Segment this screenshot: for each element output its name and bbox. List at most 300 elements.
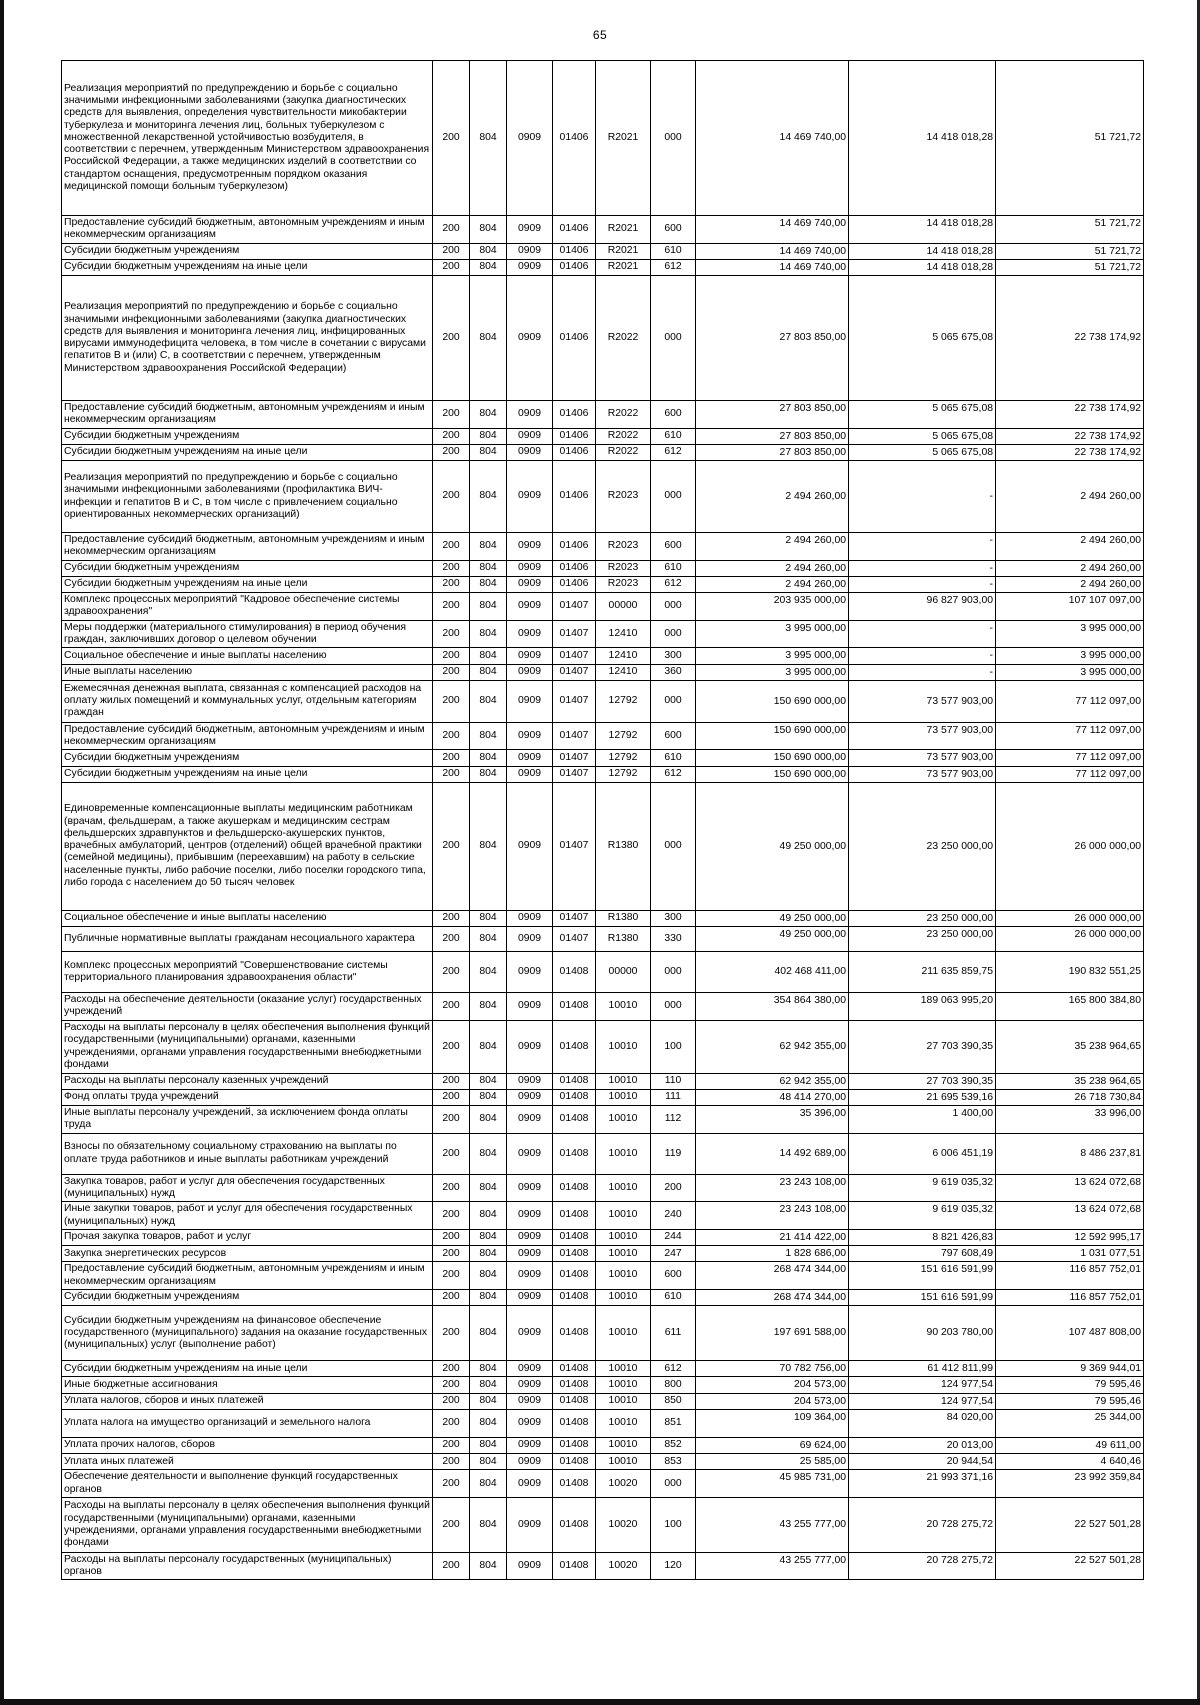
code-6: 612	[651, 444, 696, 460]
code-1: 200	[433, 1437, 470, 1453]
code-4: 01407	[553, 782, 596, 910]
code-6: 000	[651, 461, 696, 533]
value-3: 2 494 260,00	[996, 560, 1144, 576]
code-5: R2022	[596, 401, 651, 429]
value-2: 8 821 426,83	[849, 1229, 996, 1245]
table-row	[62, 1306, 1144, 1361]
table-row	[62, 428, 1144, 444]
code-2: 804	[470, 461, 507, 533]
value-1: 27 803 850,00	[696, 401, 849, 429]
code-1: 200	[433, 1133, 470, 1174]
code-5: R2022	[596, 444, 651, 460]
value-2: 96 827 903,00	[849, 593, 996, 621]
code-6: 600	[651, 401, 696, 429]
code-5: 10010	[596, 1409, 651, 1437]
code-6: 119	[651, 1133, 696, 1174]
row-name: Меры поддержки (материального стимулирования) в период обучения граждан, заключивших договор о целевом обучении	[62, 620, 433, 648]
value-2: 5 065 675,08	[849, 276, 996, 401]
value-3: 107 107 097,00	[996, 593, 1144, 621]
code-1: 200	[433, 910, 470, 926]
value-2: 14 418 018,28	[849, 216, 996, 244]
code-4: 01406	[553, 444, 596, 460]
code-2: 804	[470, 1454, 507, 1470]
value-3: 13 624 072,68	[996, 1174, 1144, 1202]
code-1: 200	[433, 444, 470, 460]
code-5: R2021	[596, 216, 651, 244]
row-name: Расходы на выплаты персоналу в целях обеспечения выполнения функций государственными (муниципальными) органами, казенными учреждениями, органами управления государственными внебюджетными фондами	[62, 1020, 433, 1073]
value-2: 1 400,00	[849, 1106, 996, 1134]
value-2: 9 619 035,32	[849, 1202, 996, 1230]
row-name: Предоставление субсидий бюджетным, автономным учреждениям и иным некоммерческим организациям	[62, 1262, 433, 1290]
code-6: 610	[651, 750, 696, 766]
code-2: 804	[470, 1470, 507, 1498]
code-4: 01407	[553, 593, 596, 621]
row-name: Субсидии бюджетным учреждениям	[62, 1289, 433, 1305]
value-3: 165 800 384,80	[996, 993, 1144, 1021]
code-3: 0909	[507, 1262, 553, 1290]
row-name: Реализация мероприятий по предупреждению и борьбе с социально значимыми инфекционными заболеваниями (профилактика ВИЧ-инфекции и гепатитов B и C, в том числе с привлечением социально ориентированных некоммерческих организаций)	[62, 461, 433, 533]
row-name: Социальное обеспечение и иные выплаты населению	[62, 910, 433, 926]
row-name: Субсидии бюджетным учреждениям	[62, 750, 433, 766]
code-1: 200	[433, 664, 470, 680]
code-5: 10010	[596, 1089, 651, 1105]
value-3: 107 487 808,00	[996, 1306, 1144, 1361]
value-2: -	[849, 461, 996, 533]
code-3: 0909	[507, 243, 553, 259]
code-2: 804	[470, 1289, 507, 1305]
table-row	[62, 680, 1144, 722]
code-1: 200	[433, 1073, 470, 1089]
table-row	[62, 1174, 1144, 1202]
table-row	[62, 1202, 1144, 1230]
value-2: 73 577 903,00	[849, 722, 996, 750]
value-3: 22 738 174,92	[996, 428, 1144, 444]
code-3: 0909	[507, 1552, 553, 1580]
code-6: 610	[651, 243, 696, 259]
value-3: 1 031 077,51	[996, 1246, 1144, 1262]
value-1: 23 243 108,00	[696, 1174, 849, 1202]
code-3: 0909	[507, 1497, 553, 1552]
code-4: 01406	[553, 461, 596, 533]
code-4: 01407	[553, 927, 596, 952]
table-row	[62, 401, 1144, 429]
code-3: 0909	[507, 1393, 553, 1409]
value-1: 45 985 731,00	[696, 1470, 849, 1498]
value-3: 49 611,00	[996, 1437, 1144, 1453]
value-2: 211 635 859,75	[849, 952, 996, 993]
value-1: 14 469 740,00	[696, 61, 849, 216]
code-3: 0909	[507, 1454, 553, 1470]
code-6: 300	[651, 648, 696, 664]
value-2: 20 013,00	[849, 1437, 996, 1453]
code-2: 804	[470, 927, 507, 952]
value-2: 20 944,54	[849, 1454, 996, 1470]
table-row	[62, 1289, 1144, 1305]
row-name: Уплата прочих налогов, сборов	[62, 1437, 433, 1453]
code-4: 01407	[553, 648, 596, 664]
code-1: 200	[433, 1470, 470, 1498]
code-2: 804	[470, 444, 507, 460]
value-1: 14 469 740,00	[696, 216, 849, 244]
code-4: 01407	[553, 620, 596, 648]
code-6: 611	[651, 1306, 696, 1361]
table-row	[62, 593, 1144, 621]
table-row	[62, 910, 1144, 926]
code-1: 200	[433, 782, 470, 910]
code-1: 200	[433, 1377, 470, 1393]
table-row	[62, 533, 1144, 561]
value-2: 189 063 995,20	[849, 993, 996, 1021]
code-6: 851	[651, 1409, 696, 1437]
code-2: 804	[470, 664, 507, 680]
code-5: 10010	[596, 1393, 651, 1409]
value-1: 48 414 270,00	[696, 1089, 849, 1105]
code-4: 01407	[553, 910, 596, 926]
code-2: 804	[470, 1361, 507, 1377]
code-1: 200	[433, 1246, 470, 1262]
code-4: 01408	[553, 1106, 596, 1134]
table-row	[62, 1246, 1144, 1262]
table-row	[62, 993, 1144, 1021]
value-1: 2 494 260,00	[696, 560, 849, 576]
code-4: 01407	[553, 664, 596, 680]
code-1: 200	[433, 1229, 470, 1245]
code-6: 600	[651, 533, 696, 561]
code-3: 0909	[507, 1202, 553, 1230]
table-row	[62, 1089, 1144, 1105]
table-row	[62, 216, 1144, 244]
value-2: -	[849, 620, 996, 648]
code-3: 0909	[507, 1470, 553, 1498]
value-1: 3 995 000,00	[696, 620, 849, 648]
table-body	[62, 61, 1144, 1580]
value-2: 23 250 000,00	[849, 910, 996, 926]
code-4: 01406	[553, 259, 596, 275]
code-6: 000	[651, 1470, 696, 1498]
code-3: 0909	[507, 1020, 553, 1073]
value-3: 13 624 072,68	[996, 1202, 1144, 1230]
code-3: 0909	[507, 993, 553, 1021]
code-3: 0909	[507, 1174, 553, 1202]
code-1: 200	[433, 722, 470, 750]
code-4: 01408	[553, 1454, 596, 1470]
code-5: 12792	[596, 766, 651, 782]
code-3: 0909	[507, 1229, 553, 1245]
value-1: 268 474 344,00	[696, 1289, 849, 1305]
row-name: Субсидии бюджетным учреждениям на иные цели	[62, 444, 433, 460]
code-6: 300	[651, 910, 696, 926]
row-name: Предоставление субсидий бюджетным, автономным учреждениям и иным некоммерческим организациям	[62, 533, 433, 561]
value-1: 204 573,00	[696, 1393, 849, 1409]
code-2: 804	[470, 952, 507, 993]
code-4: 01408	[553, 1497, 596, 1552]
code-4: 01406	[553, 61, 596, 216]
code-2: 804	[470, 1409, 507, 1437]
value-1: 43 255 777,00	[696, 1497, 849, 1552]
value-3: 26 000 000,00	[996, 782, 1144, 910]
code-1: 200	[433, 1174, 470, 1202]
code-5: 10010	[596, 1073, 651, 1089]
code-3: 0909	[507, 782, 553, 910]
table-row	[62, 1409, 1144, 1437]
code-5: R2023	[596, 576, 651, 592]
code-6: 100	[651, 1497, 696, 1552]
code-6: 850	[651, 1393, 696, 1409]
code-5: R1380	[596, 782, 651, 910]
code-4: 01408	[553, 1377, 596, 1393]
code-4: 01407	[553, 680, 596, 722]
code-5: R2021	[596, 259, 651, 275]
table-row	[62, 61, 1144, 216]
code-5: 10010	[596, 1174, 651, 1202]
table-row	[62, 1454, 1144, 1470]
row-name: Расходы на выплаты персоналу государственных (муниципальных) органов	[62, 1552, 433, 1580]
row-name: Уплата налога на имущество организаций и земельного налога	[62, 1409, 433, 1437]
code-2: 804	[470, 1133, 507, 1174]
code-2: 804	[470, 1393, 507, 1409]
row-name: Субсидии бюджетным учреждениям на иные цели	[62, 259, 433, 275]
code-2: 804	[470, 1174, 507, 1202]
table-row	[62, 952, 1144, 993]
code-2: 804	[470, 782, 507, 910]
table-row	[62, 722, 1144, 750]
code-2: 804	[470, 533, 507, 561]
table-row	[62, 576, 1144, 592]
table-row	[62, 1106, 1144, 1134]
value-2: 73 577 903,00	[849, 750, 996, 766]
row-name: Закупка энергетических ресурсов	[62, 1246, 433, 1262]
code-4: 01408	[553, 1089, 596, 1105]
code-3: 0909	[507, 766, 553, 782]
code-2: 804	[470, 1073, 507, 1089]
code-2: 804	[470, 216, 507, 244]
code-4: 01408	[553, 1133, 596, 1174]
value-2: 6 006 451,19	[849, 1133, 996, 1174]
code-2: 804	[470, 750, 507, 766]
code-2: 804	[470, 1246, 507, 1262]
value-3: 26 718 730,84	[996, 1089, 1144, 1105]
value-2: 21 993 371,16	[849, 1470, 996, 1498]
code-4: 01408	[553, 1174, 596, 1202]
value-1: 49 250 000,00	[696, 910, 849, 926]
code-2: 804	[470, 428, 507, 444]
code-4: 01406	[553, 428, 596, 444]
code-3: 0909	[507, 401, 553, 429]
value-2: -	[849, 648, 996, 664]
value-1: 1 828 686,00	[696, 1246, 849, 1262]
row-name: Иные выплаты населению	[62, 664, 433, 680]
value-3: 116 857 752,01	[996, 1262, 1144, 1290]
code-1: 200	[433, 1106, 470, 1134]
table-row	[62, 1377, 1144, 1393]
code-1: 200	[433, 648, 470, 664]
code-1: 200	[433, 766, 470, 782]
value-2: 61 412 811,99	[849, 1361, 996, 1377]
table-row	[62, 782, 1144, 910]
code-1: 200	[433, 1393, 470, 1409]
table-row	[62, 1393, 1144, 1409]
code-4: 01407	[553, 766, 596, 782]
code-3: 0909	[507, 259, 553, 275]
code-6: 000	[651, 680, 696, 722]
code-5: 10010	[596, 1106, 651, 1134]
code-2: 804	[470, 648, 507, 664]
value-1: 150 690 000,00	[696, 722, 849, 750]
code-4: 01406	[553, 276, 596, 401]
code-3: 0909	[507, 1133, 553, 1174]
value-2: 151 616 591,99	[849, 1262, 996, 1290]
value-1: 69 624,00	[696, 1437, 849, 1453]
code-2: 804	[470, 1377, 507, 1393]
value-1: 150 690 000,00	[696, 766, 849, 782]
row-name: Субсидии бюджетным учреждениям на иные цели	[62, 1361, 433, 1377]
code-4: 01408	[553, 1289, 596, 1305]
value-3: 51 721,72	[996, 61, 1144, 216]
code-2: 804	[470, 1437, 507, 1453]
value-1: 27 803 850,00	[696, 428, 849, 444]
code-6: 000	[651, 993, 696, 1021]
code-2: 804	[470, 722, 507, 750]
code-6: 111	[651, 1089, 696, 1105]
row-name: Субсидии бюджетным учреждениям на иные цели	[62, 576, 433, 592]
value-2: 27 703 390,35	[849, 1020, 996, 1073]
row-name: Иные бюджетные ассигнования	[62, 1377, 433, 1393]
code-3: 0909	[507, 1246, 553, 1262]
code-5: 10010	[596, 1361, 651, 1377]
value-2: 9 619 035,32	[849, 1174, 996, 1202]
code-5: 00000	[596, 952, 651, 993]
value-3: 33 996,00	[996, 1106, 1144, 1134]
code-4: 01408	[553, 1073, 596, 1089]
code-6: 853	[651, 1454, 696, 1470]
table-row	[62, 259, 1144, 275]
table-row	[62, 1133, 1144, 1174]
value-2: 21 695 539,16	[849, 1089, 996, 1105]
value-2: 20 728 275,72	[849, 1497, 996, 1552]
value-2: 23 250 000,00	[849, 782, 996, 910]
code-4: 01406	[553, 533, 596, 561]
code-6: 000	[651, 593, 696, 621]
row-name: Субсидии бюджетным учреждениям на иные цели	[62, 766, 433, 782]
code-3: 0909	[507, 1106, 553, 1134]
value-3: 12 592 995,17	[996, 1229, 1144, 1245]
code-6: 800	[651, 1377, 696, 1393]
row-name: Публичные нормативные выплаты гражданам несоциального характера	[62, 927, 433, 952]
value-3: 25 344,00	[996, 1409, 1144, 1437]
code-6: 247	[651, 1246, 696, 1262]
value-3: 3 995 000,00	[996, 664, 1144, 680]
value-1: 23 243 108,00	[696, 1202, 849, 1230]
code-5: 10010	[596, 1246, 651, 1262]
code-2: 804	[470, 1306, 507, 1361]
code-4: 01406	[553, 216, 596, 244]
code-6: 600	[651, 216, 696, 244]
code-4: 01408	[553, 1202, 596, 1230]
value-2: 151 616 591,99	[849, 1289, 996, 1305]
table-row	[62, 750, 1144, 766]
table-row	[62, 1361, 1144, 1377]
code-4: 01408	[553, 1306, 596, 1361]
code-3: 0909	[507, 648, 553, 664]
code-5: 12792	[596, 680, 651, 722]
code-4: 01408	[553, 952, 596, 993]
table-row	[62, 444, 1144, 460]
value-3: 2 494 260,00	[996, 461, 1144, 533]
code-5: 12410	[596, 664, 651, 680]
value-2: 20 728 275,72	[849, 1552, 996, 1580]
table-row	[62, 276, 1144, 401]
code-4: 01408	[553, 993, 596, 1021]
table-row	[62, 1497, 1144, 1552]
row-name: Предоставление субсидий бюджетным, автономным учреждениям и иным некоммерческим организациям	[62, 401, 433, 429]
code-3: 0909	[507, 1361, 553, 1377]
value-3: 22 738 174,92	[996, 276, 1144, 401]
budget-table	[61, 60, 1144, 1580]
table-row	[62, 766, 1144, 782]
code-3: 0909	[507, 533, 553, 561]
row-name: Фонд оплаты труда учреждений	[62, 1089, 433, 1105]
code-5: R2022	[596, 428, 651, 444]
code-2: 804	[470, 576, 507, 592]
code-4: 01406	[553, 401, 596, 429]
value-1: 268 474 344,00	[696, 1262, 849, 1290]
table-row	[62, 1470, 1144, 1498]
value-3: 3 995 000,00	[996, 648, 1144, 664]
value-3: 9 369 944,01	[996, 1361, 1144, 1377]
value-3: 22 738 174,92	[996, 444, 1144, 460]
code-2: 804	[470, 1552, 507, 1580]
table-row	[62, 1262, 1144, 1290]
value-2: 5 065 675,08	[849, 428, 996, 444]
code-1: 200	[433, 750, 470, 766]
value-3: 77 112 097,00	[996, 680, 1144, 722]
code-4: 01408	[553, 1470, 596, 1498]
code-3: 0909	[507, 593, 553, 621]
row-name: Расходы на выплаты персоналу в целях обеспечения выполнения функций государственными (муниципальными) органами, казенными учреждениями, органами управления государственными внебюджетными фондами	[62, 1497, 433, 1552]
code-2: 804	[470, 1106, 507, 1134]
code-4: 01408	[553, 1020, 596, 1073]
row-name: Реализация мероприятий по предупреждению и борьбе с социально значимыми инфекционными заболеваниями (закупка диагностических средств для выявления и мониторинга лечения лиц, инфицированных вирусами иммунодефицита человека, в том числе в сочетании с вирусами гепатитов B и (или) C, в соответствии с перечнем, утвержденным Министерством здравоохранения Российской Федерации)	[62, 276, 433, 401]
value-3: 22 738 174,92	[996, 401, 1144, 429]
code-6: 112	[651, 1106, 696, 1134]
code-1: 200	[433, 1552, 470, 1580]
value-1: 402 468 411,00	[696, 952, 849, 993]
code-2: 804	[470, 1202, 507, 1230]
value-2: 90 203 780,00	[849, 1306, 996, 1361]
value-1: 49 250 000,00	[696, 927, 849, 952]
code-5: 10010	[596, 1454, 651, 1470]
row-name: Иные выплаты персоналу учреждений, за исключением фонда оплаты труда	[62, 1106, 433, 1134]
code-5: 10010	[596, 1377, 651, 1393]
table-row	[62, 1437, 1144, 1453]
code-5: R2021	[596, 61, 651, 216]
code-3: 0909	[507, 276, 553, 401]
code-1: 200	[433, 620, 470, 648]
value-1: 204 573,00	[696, 1377, 849, 1393]
value-1: 2 494 260,00	[696, 461, 849, 533]
code-4: 01408	[553, 1552, 596, 1580]
value-1: 2 494 260,00	[696, 576, 849, 592]
value-3: 22 527 501,28	[996, 1497, 1144, 1552]
code-6: 600	[651, 1262, 696, 1290]
value-2: -	[849, 576, 996, 592]
code-6: 000	[651, 61, 696, 216]
row-name: Субсидии бюджетным учреждениям	[62, 560, 433, 576]
row-name: Субсидии бюджетным учреждениям	[62, 243, 433, 259]
value-3: 23 992 359,84	[996, 1470, 1144, 1498]
code-3: 0909	[507, 1437, 553, 1453]
code-6: 100	[651, 1020, 696, 1073]
